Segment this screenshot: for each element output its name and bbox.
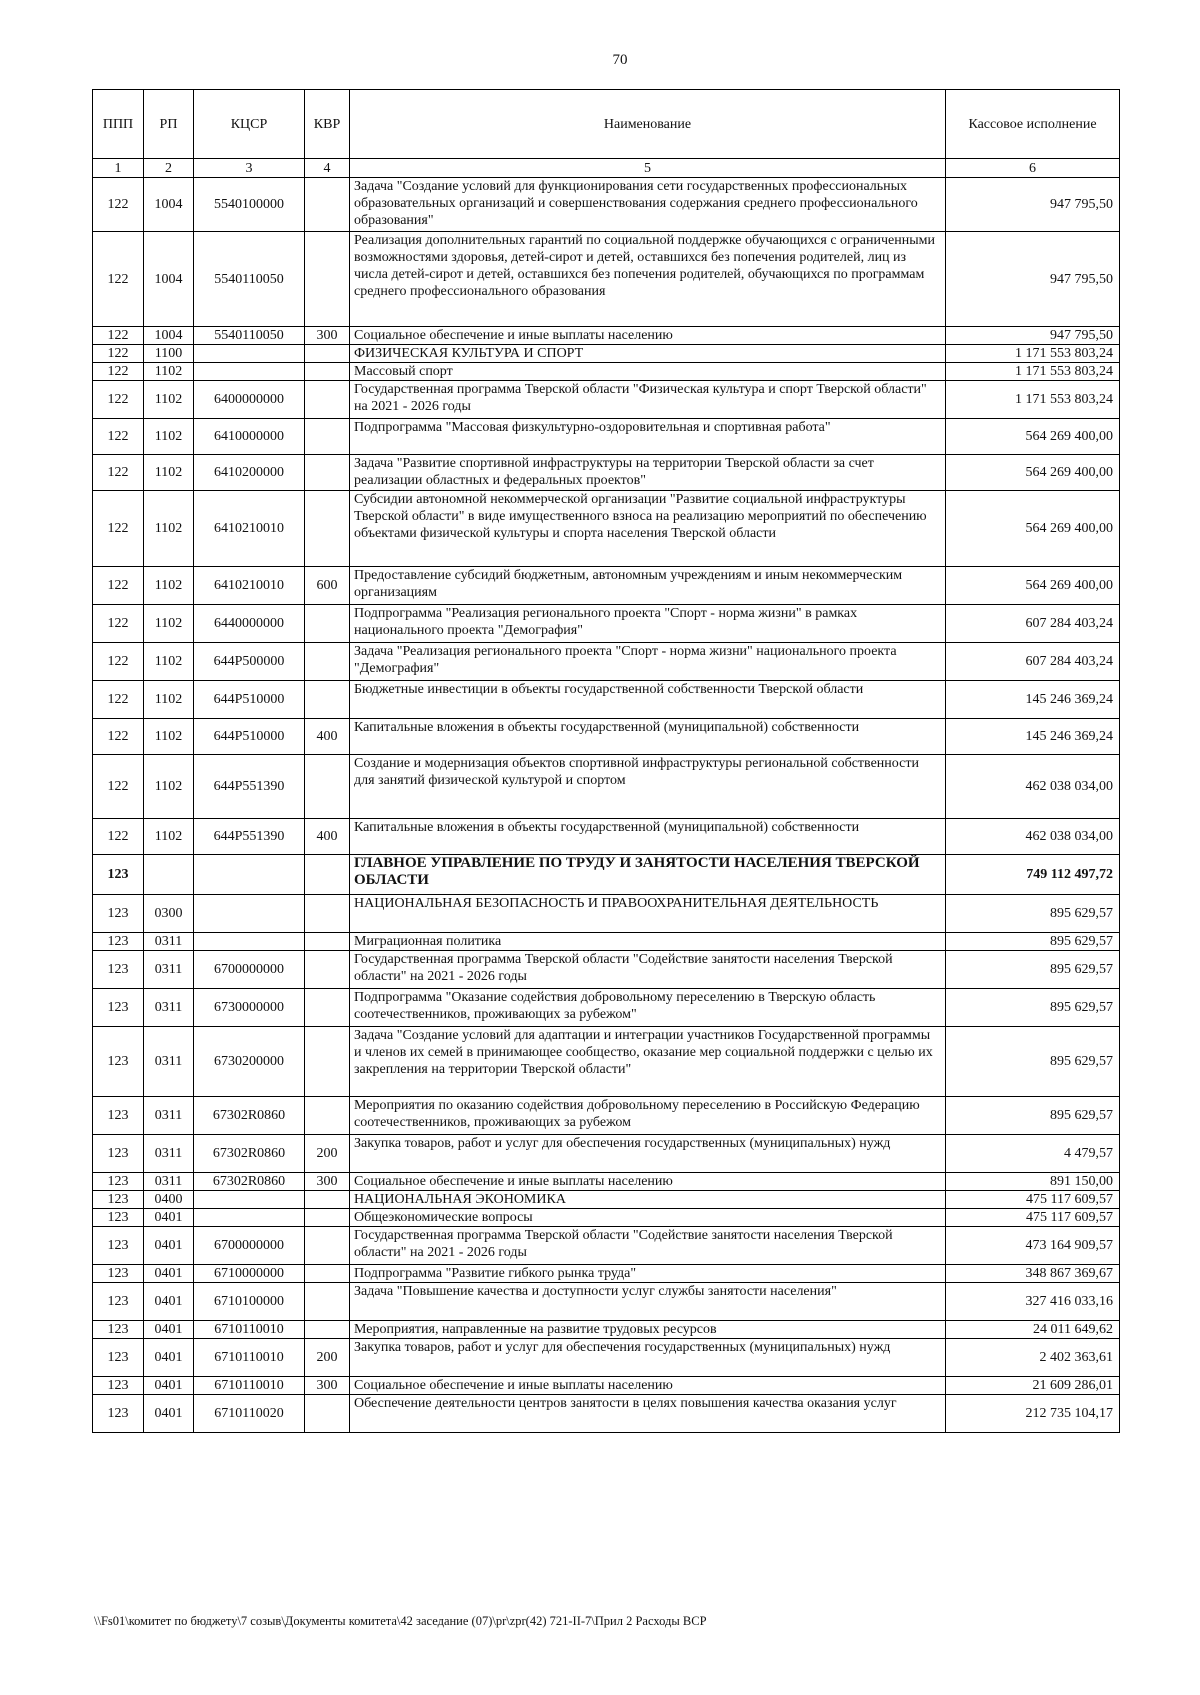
cell-rp: 0311 <box>144 1135 194 1173</box>
cell-name: Мероприятия по оказанию содействия добровольному переселению в Российскую Федерацию соотечественников, проживающих за рубежом <box>350 1097 946 1135</box>
cell-rp: 1102 <box>144 719 194 755</box>
cell-name: Реализация дополнительных гарантий по социальной поддержке обучающихся с ограниченными возможностями здоровья, детей-сирот и детей, оставшихся без попечения родителей, лиц из числа детей-сирот и детей, оставшихся без попечения родителей, обучающихся по программам среднего профессионального образования <box>350 232 946 327</box>
cell-name: Подпрограмма "Массовая физкультурно-оздоровительная и спортивная работа" <box>350 419 946 455</box>
cell-kvr: 200 <box>305 1339 350 1377</box>
cell-amount: 1 171 553 803,24 <box>946 363 1120 381</box>
budget-execution-table <box>92 89 1120 1433</box>
cell-amount: 348 867 369,67 <box>946 1265 1120 1283</box>
cell-amount: 895 629,57 <box>946 989 1120 1027</box>
cell-name: Социальное обеспечение и иные выплаты населению <box>350 1173 946 1191</box>
cell-rp: 0401 <box>144 1339 194 1377</box>
cell-rp: 0311 <box>144 1097 194 1135</box>
cell-kvr: 600 <box>305 567 350 605</box>
cell-kcsr: 6730200000 <box>194 1027 305 1097</box>
cell-amount: 895 629,57 <box>946 951 1120 989</box>
cell-ppp: 123 <box>93 933 144 951</box>
cell-ppp: 123 <box>93 895 144 933</box>
cell-ppp: 123 <box>93 1173 144 1191</box>
cell-rp: 1100 <box>144 345 194 363</box>
cell-amount: 462 038 034,00 <box>946 819 1120 855</box>
page-number: 70 <box>612 52 628 68</box>
cell-ppp: 122 <box>93 327 144 345</box>
table-row <box>93 327 1120 345</box>
table-row <box>93 895 1120 933</box>
table-row <box>93 345 1120 363</box>
cell-kcsr: 6410210010 <box>194 567 305 605</box>
cell-rp: 1102 <box>144 755 194 819</box>
cell-kcsr: 5540110050 <box>194 232 305 327</box>
cell-kcsr: 644P510000 <box>194 681 305 719</box>
cell-amount: 895 629,57 <box>946 1097 1120 1135</box>
column-number: 3 <box>194 159 305 178</box>
table-row <box>93 719 1120 755</box>
cell-ppp: 123 <box>93 1339 144 1377</box>
table-row <box>93 933 1120 951</box>
cell-name: НАЦИОНАЛЬНАЯ ЭКОНОМИКА <box>350 1191 946 1209</box>
cell-amount: 947 795,50 <box>946 232 1120 327</box>
cell-kvr <box>305 1209 350 1227</box>
cell-kcsr: 6400000000 <box>194 381 305 419</box>
cell-name: Капитальные вложения в объекты государственной (муниципальной) собственности <box>350 719 946 755</box>
cell-rp <box>144 855 194 895</box>
cell-amount: 475 117 609,57 <box>946 1209 1120 1227</box>
cell-name: ФИЗИЧЕСКАЯ КУЛЬТУРА И СПОРТ <box>350 345 946 363</box>
cell-kcsr: 6730000000 <box>194 989 305 1027</box>
cell-ppp: 122 <box>93 681 144 719</box>
cell-ppp: 123 <box>93 1283 144 1321</box>
cell-amount: 24 011 649,62 <box>946 1321 1120 1339</box>
cell-ppp: 123 <box>93 1209 144 1227</box>
cell-amount: 145 246 369,24 <box>946 681 1120 719</box>
cell-kvr <box>305 1395 350 1433</box>
file-path-footer: \\Fs01\комитет по бюджету\7 созыв\Документы комитета\42 заседание (07)\pr\zpr(42) 721-II-7\Прил 2 Расходы ВСР <box>94 1614 707 1628</box>
cell-name: Задача "Создание условий для функционирования сети государственных профессиональных образовательных организаций и совершенствования содержания среднего профессионального образования" <box>350 178 946 232</box>
cell-ppp: 122 <box>93 819 144 855</box>
cell-ppp: 122 <box>93 178 144 232</box>
cell-kcsr: 6700000000 <box>194 1227 305 1265</box>
cell-amount: 4 479,57 <box>946 1135 1120 1173</box>
cell-ppp: 122 <box>93 232 144 327</box>
cell-kvr <box>305 363 350 381</box>
cell-name: Предоставление субсидий бюджетным, автономным учреждениям и иным некоммерческим организациям <box>350 567 946 605</box>
cell-rp: 0311 <box>144 989 194 1027</box>
cell-amount: 564 269 400,00 <box>946 567 1120 605</box>
cell-kcsr: 644P510000 <box>194 719 305 755</box>
cell-kvr <box>305 419 350 455</box>
cell-amount: 895 629,57 <box>946 895 1120 933</box>
cell-kcsr: 6440000000 <box>194 605 305 643</box>
cell-kcsr: 6710110020 <box>194 1395 305 1433</box>
cell-name: Задача "Повышение качества и доступности услуг службы занятости населения" <box>350 1283 946 1321</box>
table-row <box>93 1265 1120 1283</box>
cell-amount: 895 629,57 <box>946 933 1120 951</box>
cell-rp: 1102 <box>144 455 194 491</box>
cell-amount: 1 171 553 803,24 <box>946 345 1120 363</box>
header-name: Наименование <box>350 90 946 159</box>
cell-rp: 0311 <box>144 933 194 951</box>
cell-rp: 1102 <box>144 819 194 855</box>
cell-kcsr <box>194 1209 305 1227</box>
table-header-row <box>93 90 1120 159</box>
cell-rp: 0401 <box>144 1209 194 1227</box>
table-row <box>93 232 1120 327</box>
column-number: 5 <box>350 159 946 178</box>
cell-rp: 1102 <box>144 363 194 381</box>
cell-rp: 1102 <box>144 681 194 719</box>
cell-kcsr <box>194 895 305 933</box>
cell-ppp: 122 <box>93 643 144 681</box>
cell-kvr <box>305 605 350 643</box>
cell-amount: 473 164 909,57 <box>946 1227 1120 1265</box>
cell-kcsr: 644P500000 <box>194 643 305 681</box>
cell-amount: 895 629,57 <box>946 1027 1120 1097</box>
cell-name: Массовый спорт <box>350 363 946 381</box>
cell-name: Государственная программа Тверской области "Физическая культура и спорт Тверской области" на 2021 - 2026 годы <box>350 381 946 419</box>
cell-name: НАЦИОНАЛЬНАЯ БЕЗОПАСНОСТЬ И ПРАВООХРАНИТЕЛЬНАЯ ДЕЯТЕЛЬНОСТЬ <box>350 895 946 933</box>
cell-kcsr: 644P551390 <box>194 819 305 855</box>
cell-ppp: 122 <box>93 567 144 605</box>
cell-ppp: 123 <box>93 1265 144 1283</box>
cell-amount: 607 284 403,24 <box>946 643 1120 681</box>
cell-kcsr: 6710110010 <box>194 1339 305 1377</box>
cell-name: Создание и модернизация объектов спортивной инфраструктуры региональной собственности для занятий физической культурой и спортом <box>350 755 946 819</box>
table-row <box>93 381 1120 419</box>
table-row <box>93 1321 1120 1339</box>
cell-amount: 947 795,50 <box>946 327 1120 345</box>
cell-name: Закупка товаров, работ и услуг для обеспечения государственных (муниципальных) нужд <box>350 1135 946 1173</box>
cell-kcsr <box>194 1191 305 1209</box>
cell-kvr <box>305 989 350 1027</box>
cell-kcsr: 6700000000 <box>194 951 305 989</box>
cell-kcsr: 644P551390 <box>194 755 305 819</box>
cell-kvr <box>305 491 350 567</box>
table-row <box>93 1135 1120 1173</box>
header-amount: Кассовое исполнение <box>946 90 1120 159</box>
cell-rp: 0401 <box>144 1321 194 1339</box>
table-row <box>93 989 1120 1027</box>
table-row <box>93 455 1120 491</box>
cell-name: Мероприятия, направленные на развитие трудовых ресурсов <box>350 1321 946 1339</box>
cell-ppp: 123 <box>93 855 144 895</box>
cell-ppp: 122 <box>93 345 144 363</box>
cell-amount: 607 284 403,24 <box>946 605 1120 643</box>
cell-ppp: 123 <box>93 1395 144 1433</box>
cell-name: Капитальные вложения в объекты государственной (муниципальной) собственности <box>350 819 946 855</box>
table-row <box>93 1283 1120 1321</box>
cell-rp: 0401 <box>144 1227 194 1265</box>
table-row <box>93 605 1120 643</box>
cell-kcsr: 5540100000 <box>194 178 305 232</box>
cell-kvr: 300 <box>305 1377 350 1395</box>
table-row <box>93 819 1120 855</box>
cell-rp: 0400 <box>144 1191 194 1209</box>
column-number: 2 <box>144 159 194 178</box>
table-row <box>93 643 1120 681</box>
table-row <box>93 363 1120 381</box>
table-row <box>93 951 1120 989</box>
cell-ppp: 123 <box>93 1377 144 1395</box>
column-number: 4 <box>305 159 350 178</box>
cell-kvr <box>305 755 350 819</box>
cell-ppp: 123 <box>93 951 144 989</box>
table-row <box>93 1227 1120 1265</box>
cell-kcsr: 6710110010 <box>194 1321 305 1339</box>
cell-rp: 0300 <box>144 895 194 933</box>
cell-name: Задача "Реализация регионального проекта "Спорт - норма жизни" национального проекта "Демография" <box>350 643 946 681</box>
cell-kcsr <box>194 345 305 363</box>
cell-ppp: 122 <box>93 381 144 419</box>
cell-ppp: 122 <box>93 491 144 567</box>
cell-name: Закупка товаров, работ и услуг для обеспечения государственных (муниципальных) нужд <box>350 1339 946 1377</box>
cell-kcsr <box>194 855 305 895</box>
table-row <box>93 178 1120 232</box>
cell-kcsr: 5540110050 <box>194 327 305 345</box>
cell-amount: 564 269 400,00 <box>946 455 1120 491</box>
cell-amount: 212 735 104,17 <box>946 1395 1120 1433</box>
cell-name: Миграционная политика <box>350 933 946 951</box>
cell-name: Задача "Создание условий для адаптации и интеграции участников Государственной программы и членов их семей в принимающее сообщество, оказание мер социальной поддержки с целью их закрепления на территории Тверской области" <box>350 1027 946 1097</box>
cell-amount: 564 269 400,00 <box>946 491 1120 567</box>
cell-amount: 462 038 034,00 <box>946 755 1120 819</box>
cell-ppp: 122 <box>93 755 144 819</box>
cell-kvr <box>305 1283 350 1321</box>
cell-name: Подпрограмма "Реализация регионального проекта "Спорт - норма жизни" в рамках национального проекта "Демография" <box>350 605 946 643</box>
cell-name: Бюджетные инвестиции в объекты государственной собственности Тверской области <box>350 681 946 719</box>
cell-kcsr: 6710000000 <box>194 1265 305 1283</box>
cell-amount: 564 269 400,00 <box>946 419 1120 455</box>
cell-name: Задача "Развитие спортивной инфраструктуры на территории Тверской области за счет реализации областных и федеральных проектов" <box>350 455 946 491</box>
cell-amount: 21 609 286,01 <box>946 1377 1120 1395</box>
cell-kcsr: 6710100000 <box>194 1283 305 1321</box>
cell-name: Государственная программа Тверской области "Содействие занятости населения Тверской области" на 2021 - 2026 годы <box>350 951 946 989</box>
cell-rp: 1004 <box>144 327 194 345</box>
cell-kvr <box>305 895 350 933</box>
table-row <box>93 1209 1120 1227</box>
table-row <box>93 681 1120 719</box>
cell-amount: 749 112 497,72 <box>946 855 1120 895</box>
cell-kcsr <box>194 363 305 381</box>
cell-kvr <box>305 1321 350 1339</box>
cell-rp: 0311 <box>144 951 194 989</box>
cell-ppp: 122 <box>93 363 144 381</box>
cell-ppp: 122 <box>93 719 144 755</box>
cell-rp: 1102 <box>144 605 194 643</box>
column-number: 1 <box>93 159 144 178</box>
table-row <box>93 567 1120 605</box>
header-ppp: ППП <box>93 90 144 159</box>
cell-kvr: 300 <box>305 327 350 345</box>
table-row <box>93 491 1120 567</box>
cell-rp: 0401 <box>144 1265 194 1283</box>
cell-name: Подпрограмма "Оказание содействия добровольному переселению в Тверскую область соотечественников, проживающих за рубежом" <box>350 989 946 1027</box>
cell-kvr <box>305 1227 350 1265</box>
cell-kvr <box>305 1265 350 1283</box>
cell-rp: 1102 <box>144 643 194 681</box>
cell-kvr <box>305 855 350 895</box>
header-kvr: КВР <box>305 90 350 159</box>
table-row <box>93 1339 1120 1377</box>
cell-kvr <box>305 381 350 419</box>
column-number-row <box>93 159 1120 178</box>
cell-ppp: 123 <box>93 1227 144 1265</box>
header-rp: РП <box>144 90 194 159</box>
table-body <box>93 178 1120 1433</box>
cell-ppp: 122 <box>93 419 144 455</box>
cell-kvr <box>305 951 350 989</box>
cell-ppp: 123 <box>93 1027 144 1097</box>
cell-kvr: 400 <box>305 719 350 755</box>
cell-amount: 2 402 363,61 <box>946 1339 1120 1377</box>
table-row <box>93 1377 1120 1395</box>
table-row <box>93 1395 1120 1433</box>
cell-amount: 947 795,50 <box>946 178 1120 232</box>
cell-amount: 1 171 553 803,24 <box>946 381 1120 419</box>
cell-name: Государственная программа Тверской области "Содействие занятости населения Тверской области" на 2021 - 2026 годы <box>350 1227 946 1265</box>
cell-kcsr: 67302R0860 <box>194 1173 305 1191</box>
cell-name: Социальное обеспечение и иные выплаты населению <box>350 327 946 345</box>
cell-name: Обеспечение деятельности центров занятости в целях повышения качества оказания услуг <box>350 1395 946 1433</box>
cell-rp: 0311 <box>144 1173 194 1191</box>
cell-rp: 0311 <box>144 1027 194 1097</box>
cell-kvr <box>305 681 350 719</box>
table-row <box>93 755 1120 819</box>
cell-name: Социальное обеспечение и иные выплаты населению <box>350 1377 946 1395</box>
cell-kvr <box>305 455 350 491</box>
cell-ppp: 123 <box>93 1321 144 1339</box>
cell-kvr: 200 <box>305 1135 350 1173</box>
table-row <box>93 1097 1120 1135</box>
cell-amount: 891 150,00 <box>946 1173 1120 1191</box>
column-number: 6 <box>946 159 1120 178</box>
cell-rp: 1102 <box>144 419 194 455</box>
cell-amount: 327 416 033,16 <box>946 1283 1120 1321</box>
cell-rp: 1004 <box>144 232 194 327</box>
cell-kvr <box>305 1027 350 1097</box>
cell-ppp: 122 <box>93 605 144 643</box>
cell-amount: 475 117 609,57 <box>946 1191 1120 1209</box>
cell-ppp: 123 <box>93 1097 144 1135</box>
cell-kcsr: 6410200000 <box>194 455 305 491</box>
cell-name: Субсидии автономной некоммерческой организации "Развитие социальной инфраструктуры Тверской области" в виде имущественного взноса на реализацию мероприятий по обеспечению объектами физической культуры и спорта населения Тверской области <box>350 491 946 567</box>
cell-ppp: 122 <box>93 455 144 491</box>
header-kcsr: КЦСР <box>194 90 305 159</box>
table-row <box>93 1191 1120 1209</box>
cell-rp: 0401 <box>144 1395 194 1433</box>
cell-kcsr: 6410000000 <box>194 419 305 455</box>
cell-name: Подпрограмма "Развитие гибкого рынка труда" <box>350 1265 946 1283</box>
cell-kcsr: 6410210010 <box>194 491 305 567</box>
cell-kvr: 300 <box>305 1173 350 1191</box>
table-row <box>93 1027 1120 1097</box>
cell-rp: 0401 <box>144 1377 194 1395</box>
cell-kvr <box>305 232 350 327</box>
cell-name: Общеэкономические вопросы <box>350 1209 946 1227</box>
cell-kvr <box>305 933 350 951</box>
table-row <box>93 419 1120 455</box>
cell-amount: 145 246 369,24 <box>946 719 1120 755</box>
cell-rp: 1102 <box>144 381 194 419</box>
cell-kcsr: 67302R0860 <box>194 1135 305 1173</box>
cell-kcsr: 67302R0860 <box>194 1097 305 1135</box>
cell-kvr <box>305 1191 350 1209</box>
cell-ppp: 123 <box>93 1191 144 1209</box>
cell-kvr <box>305 643 350 681</box>
cell-rp: 1102 <box>144 567 194 605</box>
cell-kvr <box>305 345 350 363</box>
cell-kvr <box>305 178 350 232</box>
cell-name: ГЛАВНОЕ УПРАВЛЕНИЕ ПО ТРУДУ И ЗАНЯТОСТИ НАСЕЛЕНИЯ ТВЕРСКОЙ ОБЛАСТИ <box>350 855 946 895</box>
cell-kvr: 400 <box>305 819 350 855</box>
table-row <box>93 855 1120 895</box>
cell-ppp: 123 <box>93 989 144 1027</box>
cell-ppp: 123 <box>93 1135 144 1173</box>
cell-rp: 1102 <box>144 491 194 567</box>
cell-kcsr: 6710110010 <box>194 1377 305 1395</box>
table-row <box>93 1173 1120 1191</box>
cell-rp: 1004 <box>144 178 194 232</box>
cell-kvr <box>305 1097 350 1135</box>
cell-kcsr <box>194 933 305 951</box>
cell-rp: 0401 <box>144 1283 194 1321</box>
